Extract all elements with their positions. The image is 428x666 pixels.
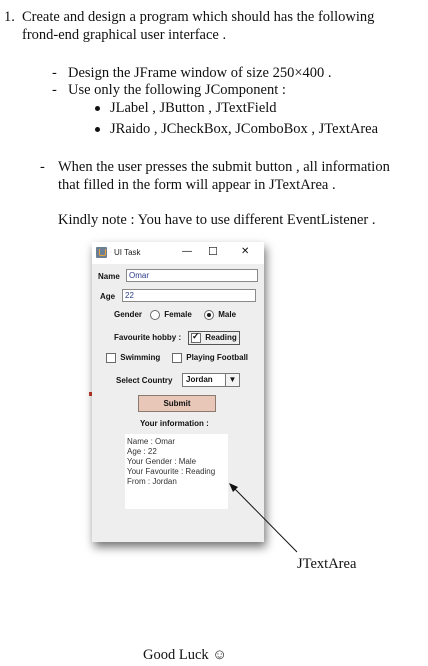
textarea-line: Your Gender : Male — [127, 457, 197, 466]
reading-label: Reading — [205, 333, 237, 343]
dropdown-arrow-icon[interactable]: ▼ — [225, 374, 239, 386]
football-label: Playing Football — [186, 353, 249, 363]
female-label: Female — [164, 310, 192, 320]
question-line-2: frond-end graphical user interface . — [22, 27, 227, 43]
name-label: Name — [98, 272, 120, 281]
info-label: Your information : — [140, 419, 209, 428]
annotation-label: JTextArea — [297, 556, 357, 572]
hobby-label: Favourite hobby : — [114, 333, 182, 342]
age-label: Age — [100, 292, 116, 301]
closing-text: Good Luck ☺ — [143, 647, 228, 663]
dash-3: - — [40, 159, 45, 175]
window-title: UI Task — [114, 248, 141, 257]
textarea-line: Name : Omar — [127, 437, 176, 446]
note: Kindly note : You have to use different EventListener . — [58, 212, 376, 228]
minimize-icon[interactable]: — — [182, 246, 192, 257]
dash-1: - — [52, 65, 57, 81]
textarea-line: Age : 22 — [127, 447, 157, 456]
textarea-line: Your Favourite : Reading — [127, 467, 216, 476]
requirement-components: Use only the following JComponent : — [68, 82, 286, 98]
country-label: Select Country — [116, 376, 173, 385]
maximize-icon[interactable]: ☐ — [208, 246, 218, 258]
requirement-size: Design the JFrame window of size 250×400 . — [68, 65, 332, 81]
submit-req-line-1: When the user presses the submit button , all information — [58, 159, 390, 175]
question-line-1: Create and design a program which should has the following — [22, 9, 375, 25]
question-number: 1. — [4, 9, 15, 25]
age-field[interactable]: 22 — [122, 289, 256, 302]
dash-2: - — [52, 82, 57, 98]
name-field[interactable]: Omar — [126, 269, 258, 282]
swimming-label: Swimming — [120, 353, 161, 363]
textarea-line: From : Jordan — [127, 477, 177, 486]
male-label: Male — [218, 310, 237, 320]
component-list-1: JLabel , JButton , JTextField — [110, 100, 277, 116]
country-value: Jordan — [186, 375, 213, 384]
submit-button[interactable]: Submit — [138, 395, 216, 412]
component-list-2: JRaido , JCheckBox, JComboBox , JTextArea — [110, 121, 379, 137]
gender-label: Gender — [114, 310, 143, 319]
close-icon[interactable]: ✕ — [241, 246, 250, 257]
submit-req-line-2: that filled in the form will appear in JTextArea . — [58, 177, 336, 193]
